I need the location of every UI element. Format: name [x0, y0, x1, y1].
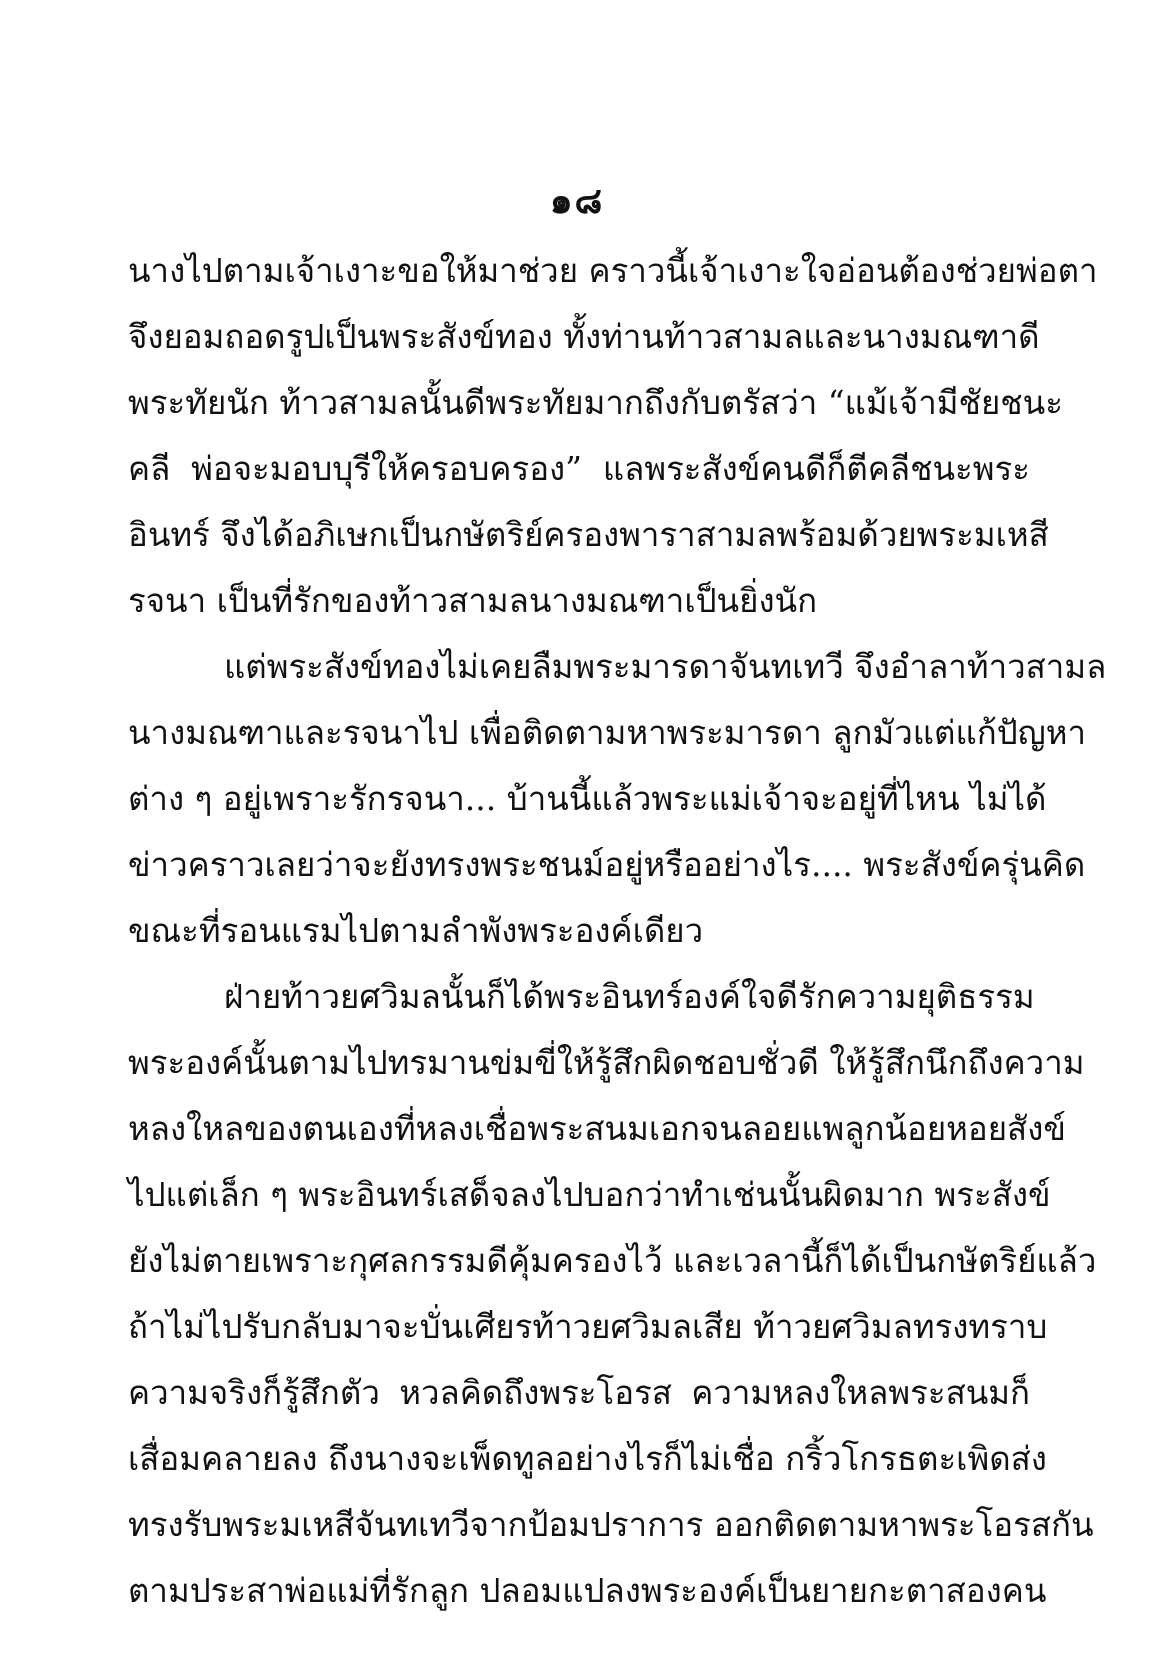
text-line: ถ้าไม่ไปรับกลับมาจะบั่นเศียรท้าวยศวิมลเสีย ท้าวยศวิมลทรงทราบ [128, 1307, 1048, 1346]
text-line: เสื่อมคลายลง ถึงนางจะเพ็ดทูลอย่างไรก็ไม่เชื่อ กริ้วโกรธตะเพิดส่ง [128, 1439, 1047, 1478]
text-line: ข่าวคราวเลยว่าจะยังทรงพระชนม์อยู่หรืออย่างไร.... พระสังข์ครุ่นคิด [128, 845, 1086, 884]
text-line: รจนา เป็นที่รักของท้าวสามลนางมณฑาเป็นยิ่งนัก [128, 581, 818, 620]
text-line: อินทร์ จึงได้อภิเษกเป็นกษัตริย์ครองพาราสามลพร้อมด้วยพระมเหสี [128, 515, 1049, 554]
text-line: พระองค์นั้นตามไปทรมานข่มขี่ให้รู้สึกผิดชอบชั่วดี ให้รู้สึกนึกถึงความ [128, 1043, 1085, 1082]
page-number: ๑๘ [549, 180, 605, 222]
text-line: หลงใหลของตนเองที่หลงเชื่อพระสนมเอกจนลอยแพลูกน้อยหอยสังข์ [128, 1109, 1066, 1148]
text-line: นางมณฑาและรจนาไป เพื่อติดตามหาพระมารดา ลูกมัวแต่แก้ปัญหา [128, 713, 1087, 752]
body-text [128, 238, 1107, 1624]
text-line: ทรงรับพระมเหสีจันทเทวีจากป้อมปราการ ออกติดตามหาพระโอรสกัน [128, 1505, 1094, 1544]
text-line: จึงยอมถอดรูปเป็นพระสังข์ทอง ทั้งท่านท้าวสามลและนางมณฑาดี [128, 317, 1040, 356]
text-line: ต่าง ๆ อยู่เพราะรักรจนา... บ้านนี้แล้วพระแม่เจ้าจะอยู่ที่ไหน ไม่ได้ [128, 779, 1047, 818]
text-line: ตามประสาพ่อแม่ที่รักลูก ปลอมแปลงพระองค์เป็นยายกะตาสองคน [128, 1571, 1047, 1610]
text-line: พระทัยนัก ท้าวสามลนั้นดีพระทัยมากถึงกับตรัสว่า “แม้เจ้ามีชัยชนะ [128, 383, 1063, 422]
text-line: ไปแต่เล็ก ๆ พระอินทร์เสด็จลงไปบอกว่าทำเช่นนั้นผิดมาก พระสังข์ [128, 1175, 1051, 1214]
text-line: ขณะที่รอนแรมไปตามลำพังพระองค์เดียว [128, 911, 704, 950]
text-line: คลี พ่อจะมอบบุรีให้ครอบครอง” แลพระสังข์คนดีก็ตีคลีชนะพระ [128, 449, 1030, 488]
text-line: ยังไม่ตายเพราะกุศลกรรมดีคุ้มครองไว้ และเวลานี้ก็ได้เป็นกษัตริย์แล้ว [128, 1241, 1097, 1280]
paragraph-first-line: แต่พระสังข์ทองไม่เคยลืมพระมารดาจันทเทวี จึงอำลาท้าวสามล [224, 647, 1107, 686]
text-line: นางไปตามเจ้าเงาะขอให้มาช่วย คราวนี้เจ้าเงาะใจอ่อนต้องช่วยพ่อตา [128, 251, 1098, 290]
text-line: ความจริงก็รู้สึกตัว หวลคิดถึงพระโอรส ความหลงใหลพระสนมก็ [128, 1373, 1030, 1412]
paragraph-first-line: ฝ่ายท้าวยศวิมลนั้นก็ได้พระอินทร์องค์ใจดีรักความยุติธรรม [224, 977, 1035, 1016]
